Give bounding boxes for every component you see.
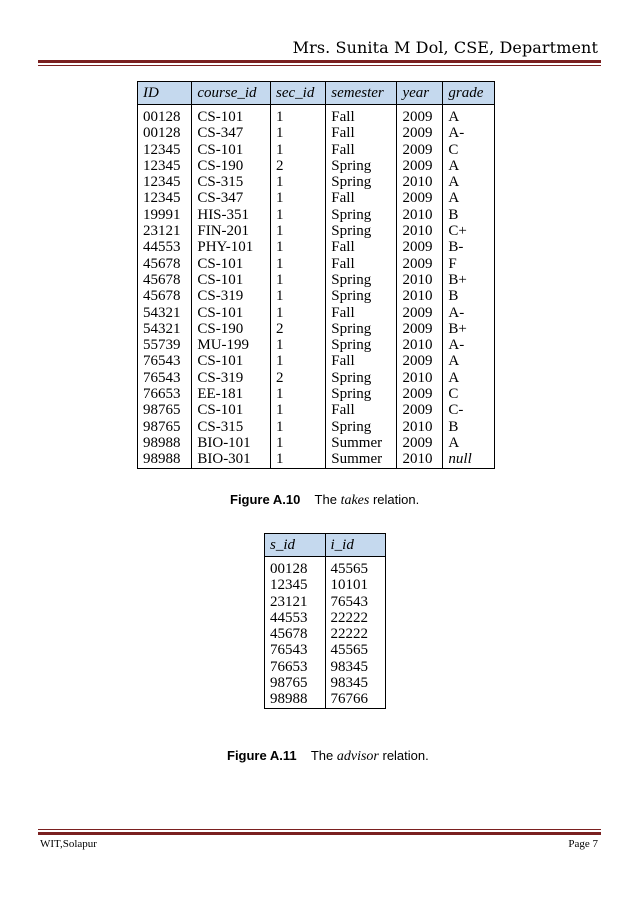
takes-cell: 12345 xyxy=(138,190,192,206)
takes-cell: CS-101 xyxy=(192,305,271,321)
takes-row xyxy=(138,174,495,190)
takes-cell: A- xyxy=(443,337,495,353)
takes-cell: B xyxy=(443,207,495,223)
takes-cell: Fall xyxy=(326,125,397,141)
takes-cell: CS-319 xyxy=(192,370,271,386)
takes-table xyxy=(137,81,495,469)
advisor-cell: 00128 xyxy=(265,561,326,577)
takes-cell: Spring xyxy=(326,223,397,239)
takes-cell: C- xyxy=(443,402,495,418)
advisor-row xyxy=(265,626,386,642)
header-rule-thin xyxy=(38,65,601,66)
takes-cell: 1 xyxy=(271,190,326,206)
takes-cell: 12345 xyxy=(138,158,192,174)
advisor-cell: 76543 xyxy=(325,594,386,610)
takes-cell: CS-101 xyxy=(192,142,271,158)
takes-cell: 1 xyxy=(271,353,326,369)
takes-cell: 2009 xyxy=(397,109,443,125)
takes-cell: CS-347 xyxy=(192,190,271,206)
takes-cell: 2009 xyxy=(397,239,443,255)
takes-col-header: grade xyxy=(443,82,495,105)
takes-cell: 45678 xyxy=(138,272,192,288)
takes-cell: 2009 xyxy=(397,321,443,337)
takes-cell: Spring xyxy=(326,337,397,353)
takes-cell: A xyxy=(443,158,495,174)
advisor-row xyxy=(265,675,386,691)
takes-col-header: year xyxy=(397,82,443,105)
advisor-caption-figure: Figure A.11 xyxy=(227,748,297,763)
takes-cell: 2009 xyxy=(397,256,443,272)
takes-caption-pre: The xyxy=(314,492,337,507)
takes-cell: Summer xyxy=(326,451,397,468)
takes-cell: C xyxy=(443,142,495,158)
takes-cell: 1 xyxy=(271,288,326,304)
takes-cell: 1 xyxy=(271,272,326,288)
takes-cell: PHY-101 xyxy=(192,239,271,255)
takes-cell: CS-347 xyxy=(192,125,271,141)
takes-cell: EE-181 xyxy=(192,386,271,402)
takes-row xyxy=(138,451,495,468)
takes-cell: 98988 xyxy=(138,435,192,451)
takes-cell: CS-190 xyxy=(192,158,271,174)
takes-row xyxy=(138,370,495,386)
advisor-row xyxy=(265,659,386,675)
takes-row xyxy=(138,402,495,418)
takes-cell: 44553 xyxy=(138,239,192,255)
takes-cell: 1 xyxy=(271,125,326,141)
advisor-cell: 76766 xyxy=(325,691,386,708)
advisor-cell: 76653 xyxy=(265,659,326,675)
takes-cell: 00128 xyxy=(138,109,192,125)
takes-cell: Fall xyxy=(326,190,397,206)
advisor-row xyxy=(265,642,386,658)
takes-cell: CS-190 xyxy=(192,321,271,337)
takes-cell: 2010 xyxy=(397,419,443,435)
takes-cell: 1 xyxy=(271,337,326,353)
takes-cell: Fall xyxy=(326,256,397,272)
takes-cell: F xyxy=(443,256,495,272)
takes-cell: Spring xyxy=(326,158,397,174)
takes-cell: 2009 xyxy=(397,158,443,174)
takes-row xyxy=(138,419,495,435)
takes-cell: B xyxy=(443,288,495,304)
footer-rule-thin xyxy=(38,829,601,830)
takes-cell: 2009 xyxy=(397,142,443,158)
takes-row xyxy=(138,239,495,255)
takes-cell: 1 xyxy=(271,451,326,468)
takes-cell: 1 xyxy=(271,174,326,190)
takes-caption-post: relation. xyxy=(372,492,420,507)
takes-cell: HIS-351 xyxy=(192,207,271,223)
takes-cell: A xyxy=(443,353,495,369)
takes-cell: Spring xyxy=(326,207,397,223)
advisor-cell: 45678 xyxy=(265,626,326,642)
takes-cell: 2010 xyxy=(397,272,443,288)
takes-cell: A- xyxy=(443,305,495,321)
takes-cell: 2009 xyxy=(397,305,443,321)
takes-header-row xyxy=(138,82,495,105)
takes-cell: 2010 xyxy=(397,174,443,190)
footer-page-number: Page 7 xyxy=(568,838,598,850)
takes-caption-figure: Figure A.10 xyxy=(230,492,301,507)
advisor-table xyxy=(264,533,386,709)
page-header: Mrs. Sunita M Dol, CSE, Department xyxy=(292,38,598,57)
footer-institute: WIT,Solapur xyxy=(40,838,97,850)
takes-cell: Spring xyxy=(326,370,397,386)
takes-caption-name: takes xyxy=(340,493,370,508)
advisor-row xyxy=(265,561,386,577)
advisor-cell: 98345 xyxy=(325,659,386,675)
takes-cell: 45678 xyxy=(138,256,192,272)
takes-cell: CS-101 xyxy=(192,402,271,418)
advisor-cell: 98345 xyxy=(325,675,386,691)
takes-cell: A xyxy=(443,370,495,386)
takes-row xyxy=(138,435,495,451)
takes-cell: 2009 xyxy=(397,190,443,206)
takes-cell: Spring xyxy=(326,272,397,288)
advisor-cell: 98765 xyxy=(265,675,326,691)
advisor-caption-pre: The xyxy=(310,748,334,763)
takes-row xyxy=(138,142,495,158)
takes-row xyxy=(138,158,495,174)
takes-cell: 1 xyxy=(271,435,326,451)
takes-cell: 1 xyxy=(271,239,326,255)
takes-cell: 1 xyxy=(271,207,326,223)
advisor-row xyxy=(265,610,386,626)
takes-cell: CS-101 xyxy=(192,109,271,125)
takes-cell: 2009 xyxy=(397,125,443,141)
takes-cell: BIO-301 xyxy=(192,451,271,468)
takes-row xyxy=(138,353,495,369)
takes-cell: null xyxy=(443,451,495,468)
takes-cell: 2009 xyxy=(397,353,443,369)
takes-cell: Spring xyxy=(326,174,397,190)
takes-cell: A xyxy=(443,190,495,206)
advisor-cell: 12345 xyxy=(265,577,326,593)
takes-row xyxy=(138,207,495,223)
advisor-cell: 76543 xyxy=(265,642,326,658)
advisor-col-header: s_id xyxy=(265,534,326,557)
takes-cell: CS-319 xyxy=(192,288,271,304)
takes-row xyxy=(138,386,495,402)
takes-cell: CS-101 xyxy=(192,353,271,369)
takes-cell: BIO-101 xyxy=(192,435,271,451)
takes-row xyxy=(138,288,495,304)
takes-cell: CS-315 xyxy=(192,174,271,190)
takes-cell: 1 xyxy=(271,386,326,402)
takes-cell: Fall xyxy=(326,239,397,255)
takes-row xyxy=(138,109,495,125)
takes-cell: 54321 xyxy=(138,305,192,321)
takes-cell: 2009 xyxy=(397,386,443,402)
takes-row xyxy=(138,256,495,272)
advisor-cell: 45565 xyxy=(325,642,386,658)
takes-cell: A xyxy=(443,435,495,451)
takes-cell: B+ xyxy=(443,321,495,337)
takes-cell: B+ xyxy=(443,272,495,288)
takes-cell: 12345 xyxy=(138,174,192,190)
takes-cell: 76653 xyxy=(138,386,192,402)
takes-cell: 1 xyxy=(271,109,326,125)
takes-cell: C+ xyxy=(443,223,495,239)
takes-cell: 45678 xyxy=(138,288,192,304)
takes-cell: 2 xyxy=(271,321,326,337)
takes-cell: 2010 xyxy=(397,223,443,239)
advisor-cell: 98988 xyxy=(265,691,326,708)
advisor-cell: 22222 xyxy=(325,626,386,642)
takes-cell: CS-315 xyxy=(192,419,271,435)
takes-cell: 1 xyxy=(271,223,326,239)
takes-col-header: sec_id xyxy=(271,82,326,105)
takes-cell: 2009 xyxy=(397,402,443,418)
takes-cell: MU-199 xyxy=(192,337,271,353)
takes-row xyxy=(138,337,495,353)
takes-cell: Spring xyxy=(326,321,397,337)
takes-cell: 1 xyxy=(271,142,326,158)
advisor-cell: 22222 xyxy=(325,610,386,626)
takes-cell: C xyxy=(443,386,495,402)
takes-cell: Spring xyxy=(326,386,397,402)
takes-cell: 2010 xyxy=(397,207,443,223)
advisor-cell: 10101 xyxy=(325,577,386,593)
takes-row xyxy=(138,125,495,141)
takes-cell: 1 xyxy=(271,419,326,435)
advisor-row xyxy=(265,577,386,593)
takes-row xyxy=(138,305,495,321)
takes-caption xyxy=(230,492,419,509)
takes-cell: 54321 xyxy=(138,321,192,337)
takes-cell: B- xyxy=(443,239,495,255)
takes-cell: 23121 xyxy=(138,223,192,239)
takes-cell: 1 xyxy=(271,305,326,321)
takes-cell: Summer xyxy=(326,435,397,451)
advisor-caption-post: relation. xyxy=(382,748,429,763)
takes-cell: 12345 xyxy=(138,142,192,158)
takes-cell: 98765 xyxy=(138,402,192,418)
takes-cell: Fall xyxy=(326,142,397,158)
takes-cell: 2010 xyxy=(397,337,443,353)
advisor-cell: 45565 xyxy=(325,561,386,577)
advisor-row xyxy=(265,691,386,708)
takes-cell: Fall xyxy=(326,402,397,418)
takes-cell: 2010 xyxy=(397,370,443,386)
takes-cell: A xyxy=(443,109,495,125)
takes-cell: Fall xyxy=(326,353,397,369)
advisor-cell: 44553 xyxy=(265,610,326,626)
takes-row xyxy=(138,223,495,239)
takes-cell: Spring xyxy=(326,288,397,304)
takes-cell: 55739 xyxy=(138,337,192,353)
takes-cell: 1 xyxy=(271,402,326,418)
advisor-caption-name: advisor xyxy=(336,749,379,764)
advisor-row xyxy=(265,594,386,610)
takes-cell: 76543 xyxy=(138,370,192,386)
takes-cell: 2010 xyxy=(397,288,443,304)
takes-cell: 2010 xyxy=(397,451,443,468)
takes-cell: 98988 xyxy=(138,451,192,468)
advisor-cell: 23121 xyxy=(265,594,326,610)
takes-row xyxy=(138,190,495,206)
takes-cell: 19991 xyxy=(138,207,192,223)
takes-cell: Fall xyxy=(326,305,397,321)
takes-col-header: course_id xyxy=(192,82,271,105)
takes-cell: 2 xyxy=(271,158,326,174)
takes-cell: A xyxy=(443,174,495,190)
advisor-col-header: i_id xyxy=(325,534,386,557)
takes-cell: CS-101 xyxy=(192,272,271,288)
advisor-header-row xyxy=(265,534,386,557)
takes-cell: 1 xyxy=(271,256,326,272)
takes-cell: 2 xyxy=(271,370,326,386)
header-rule xyxy=(38,60,601,63)
takes-row xyxy=(138,272,495,288)
takes-cell: Fall xyxy=(326,109,397,125)
takes-col-header: semester xyxy=(326,82,397,105)
takes-cell: A- xyxy=(443,125,495,141)
takes-cell: 2009 xyxy=(397,435,443,451)
takes-cell: 98765 xyxy=(138,419,192,435)
takes-cell: Spring xyxy=(326,419,397,435)
takes-cell: FIN-201 xyxy=(192,223,271,239)
footer-rule xyxy=(38,832,601,835)
takes-cell: 00128 xyxy=(138,125,192,141)
takes-cell: 76543 xyxy=(138,353,192,369)
takes-cell: B xyxy=(443,419,495,435)
takes-col-header: ID xyxy=(138,82,192,105)
advisor-caption xyxy=(227,748,429,765)
takes-row xyxy=(138,321,495,337)
takes-cell: CS-101 xyxy=(192,256,271,272)
